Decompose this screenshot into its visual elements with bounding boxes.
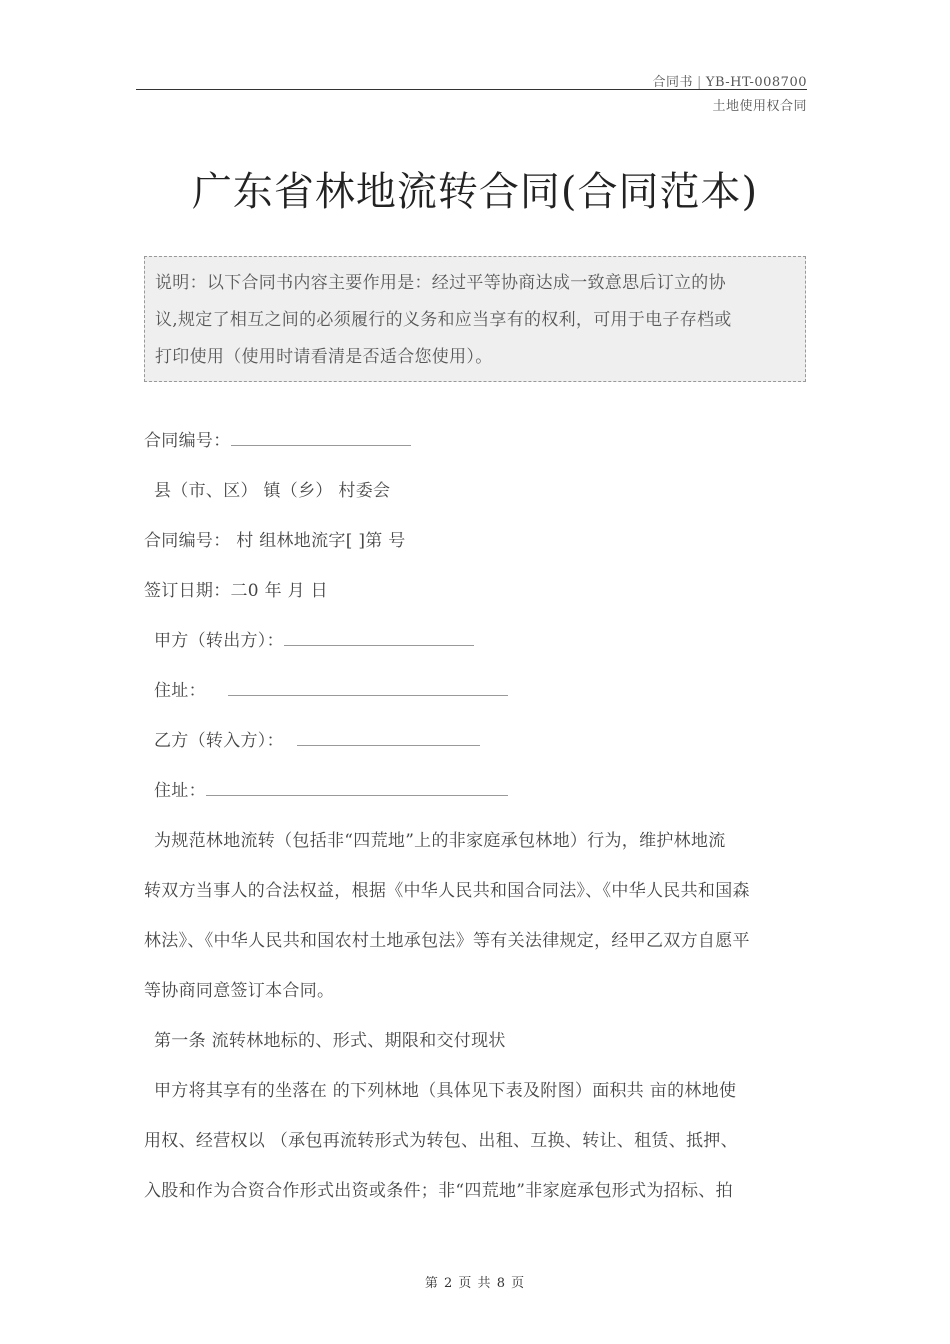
party-b-blank[interactable] xyxy=(297,728,480,746)
contract-number-label: 合同编号： xyxy=(144,431,231,451)
page-footer: 第 2 页 共 8 页 xyxy=(424,1276,526,1291)
header-rule xyxy=(136,89,807,90)
header-doc-type: 合同书 xyxy=(652,75,693,90)
party-a-label: 甲方（转出方）： xyxy=(154,631,284,651)
body-paragraph-line: 林法》、《中华人民共和国农村土地承包法》等有关法律规定，经甲乙双方自愿平 xyxy=(144,931,750,951)
party-b-label: 乙方（转入方）： xyxy=(154,731,284,751)
body-paragraph-line: 转双方当事人的合法权益，根据《中华人民共和国合同法》、《中华人民共和国森 xyxy=(144,881,750,901)
notice-line: 说明：以下合同书内容主要作用是：经过平等协商达成一致意思后订立的协 xyxy=(155,273,726,293)
contract-number-line: 合同编号： 村 组林地流字[ ]第 号 xyxy=(144,531,406,551)
header-separator: | xyxy=(696,75,702,90)
sign-date-line: 签订日期：二0 年 月 日 xyxy=(144,581,328,601)
document-title: 广东省林地流转合同(合同范本) xyxy=(191,169,759,215)
party-a-blank[interactable] xyxy=(284,628,474,646)
body-paragraph-line: 等协商同意签订本合同。 xyxy=(144,981,335,1001)
header-doc-code: YB-HT-008700 xyxy=(705,75,807,90)
body-paragraph-line: 甲方将其享有的坐落在 的下列林地（具体见下表及附图）面积共 亩的林地使 xyxy=(154,1081,737,1101)
party-a-address-field xyxy=(144,676,818,701)
address-label: 住址： xyxy=(154,781,206,801)
party-a-field xyxy=(144,626,818,651)
notice-box xyxy=(144,256,806,382)
party-b-address-blank[interactable] xyxy=(206,778,508,796)
notice-line: 议,规定了相互之间的必须履行的义务和应当享有的权利，可用于电子存档或 xyxy=(155,310,732,330)
party-b-address-field xyxy=(144,776,818,801)
article-heading: 第一条 流转林地标的、形式、期限和交付现状 xyxy=(154,1031,506,1051)
notice-line: 打印使用（使用时请看清是否适合您使用）。 xyxy=(155,347,493,367)
header-category: 土地使用权合同 xyxy=(712,99,807,114)
contract-number-blank[interactable] xyxy=(231,428,411,446)
body-paragraph-line: 为规范林地流转（包括非“四荒地”上的非家庭承包林地）行为，维护林地流 xyxy=(154,831,726,851)
header-doc-info xyxy=(652,71,807,90)
party-a-address-blank[interactable] xyxy=(228,678,508,696)
body-paragraph-line: 入股和作为合资合作形式出资或条件；非“四荒地”非家庭承包形式为招标、拍 xyxy=(144,1181,733,1201)
address-label: 住址： xyxy=(154,681,206,701)
body-paragraph-line: 用权、经营权以 （承包再流转形式为转包、出租、互换、转让、租赁、抵押、 xyxy=(144,1131,738,1151)
contract-number-field xyxy=(144,426,808,451)
county-line: 县（市、区） 镇（乡） 村委会 xyxy=(154,481,391,501)
party-b-field xyxy=(144,726,818,751)
